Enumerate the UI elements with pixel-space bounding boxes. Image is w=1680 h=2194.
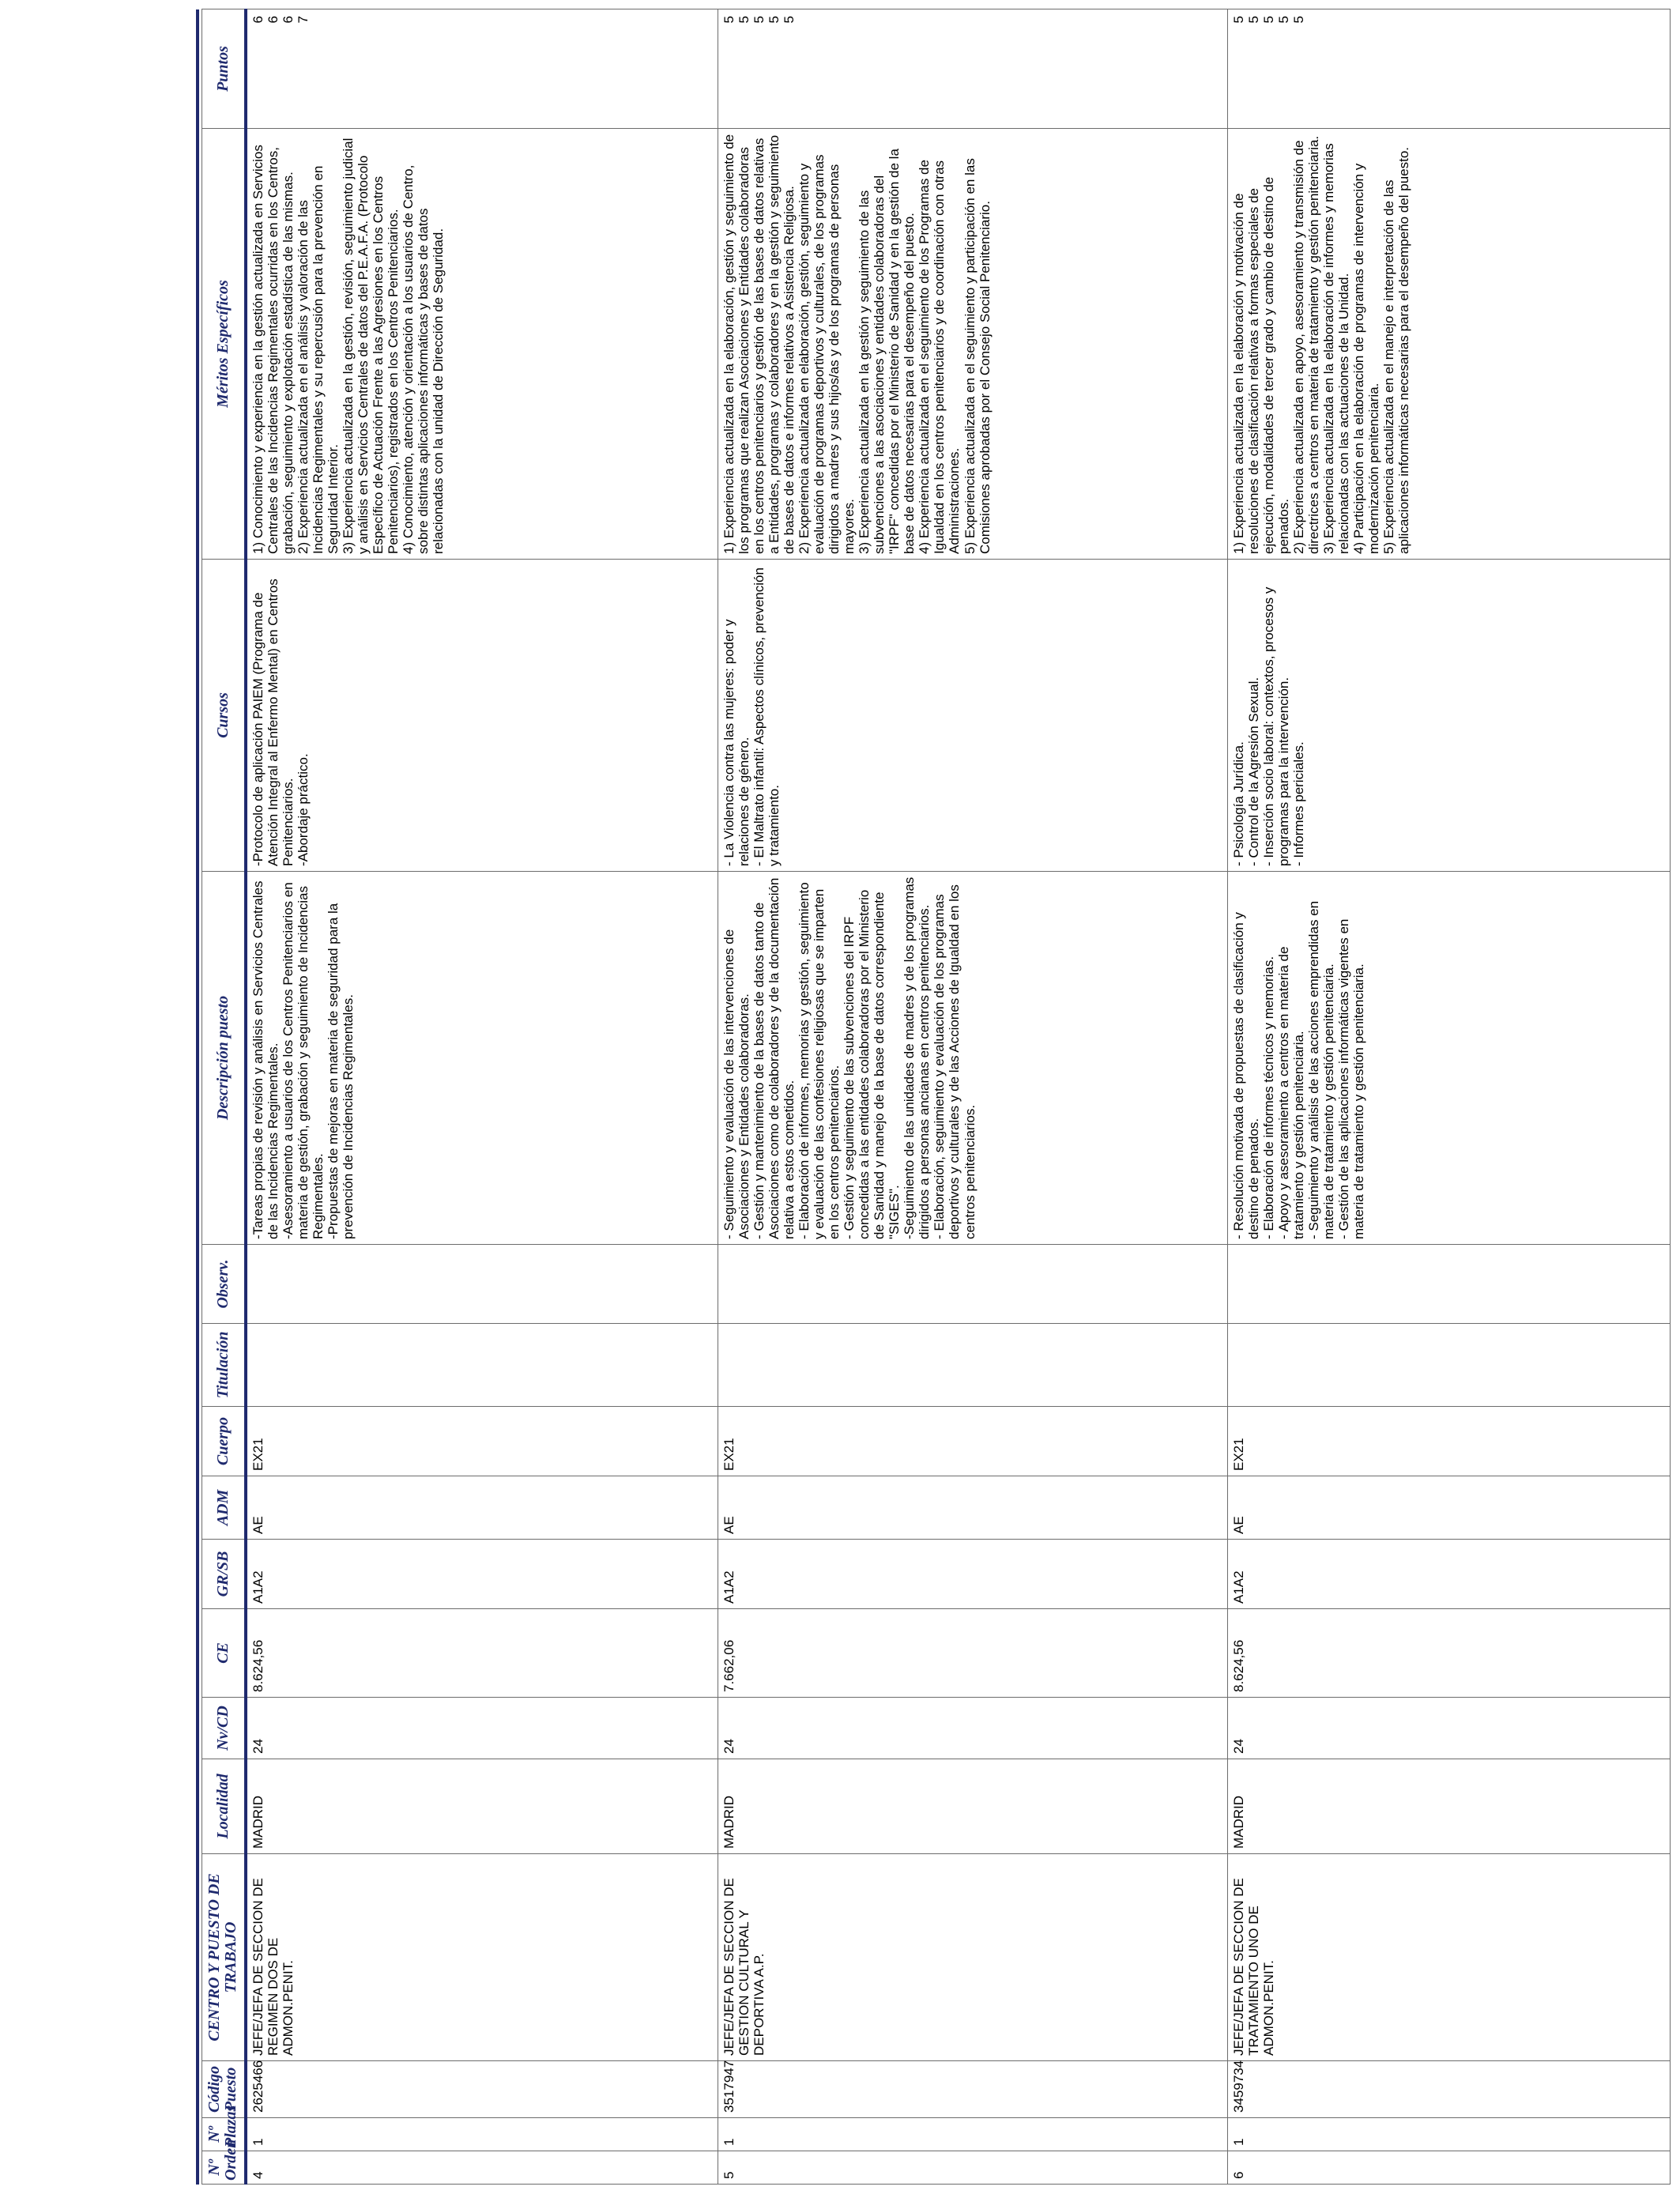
cell-ce: 7.662,06: [718, 1609, 1228, 1698]
cell-cursos: - La Violencia contra las mujeres: poder y relaciones de género. - El Maltrato infantil: Aspectos clínicos, prevención y tratamiento.: [718, 560, 1228, 872]
cell-observ: [246, 1245, 718, 1324]
puntos-value: 5: [736, 16, 752, 24]
cell-puntos: [718, 9, 1228, 129]
puntos-value: 7: [295, 16, 311, 24]
cell-centro: JEFE/JEFA DE SECCION DE TRATAMIENTO UNO DE ADMON.PENIT.: [1228, 1854, 1671, 2061]
puntos-value: 5: [1276, 16, 1292, 24]
cell-titulacion: [1228, 1324, 1671, 1407]
cell-descripcion: -Tareas propias de revisión y análisis en Servicios Centrales de las Incidencias Regimentales. -Asesoramiento a usuarios de los Centros Penitenciarios en materia de gestión, grabación y seguimiento de Incidencias Regimentales. -Propuestas de mejoras en materia de seguridad para la prevención de Incidencias Regimentales.: [246, 872, 718, 1245]
vacancy-table: [202, 9, 1671, 2185]
cell-cursos: -Protocolo de aplicación PAIEM (Programa de Atención Integral al Enfermo Mental) en Centros Penitenciarios. -Abordaje práctico.: [246, 560, 718, 872]
cell-meritos: 1) Conocimiento y experiencia en la gestión actualizada en Servicios Centrales de las Incidencias Regimentales ocurridas en los Centros, grabación, seguimiento y explotación estadística de las mismas. 2) Experiencia actualizada en el análisis y valoración de las Incidencias Regimentales y su repercusión para la prevención en Seguridad Interior. 3) Experiencia actualizada en la gestión, revisión, seguimiento judicial y análisis en Servicios Centrales de datos del P.E.A.F.A. (Protocolo Específico de Actuación Frente a las Agresiones en los Centros Penitenciarios), registrados en los Centros Penitenciarios. 4) Conocimiento, atención y orientación a los usuarios de Centro, sobre distintas aplicaciones informáticas y bases de datos relacionadas con la unidad de Dirección de Seguridad.: [246, 129, 718, 560]
header-titulacion: Titulación: [202, 1324, 246, 1407]
cell-orden: 6: [1228, 2151, 1671, 2185]
cell-cuerpo: EX21: [718, 1407, 1228, 1476]
puntos-value: 6: [280, 16, 296, 24]
cell-meritos: 1) Experiencia actualizada en la elaboración y motivación de resoluciones de clasificación relativas a formas especiales de ejecución, modalidades de tercer grado y cambio de destino de penados. 2) Experiencia actualizada en apoyo, asesoramiento y transmisión de directrices a centros en materia de tratamiento y gestión penitenciaria. 3) Experiencia actualizada en la elaboración de informes y memorias relacionadas con las actuaciones de la Unidad. 4) Participación en la elaboración de programas de intervención y modernización penitenciaria. 5) Experiencia actualizada en el manejo e interpretación de las aplicaciones informáticas necesarias para el desempeño del puesto.: [1228, 129, 1671, 560]
puntos-value: 6: [265, 16, 281, 24]
cell-plazas: 1: [1228, 2118, 1671, 2151]
cell-codigo: 2625466: [246, 2061, 718, 2118]
cell-puntos: [1228, 9, 1671, 129]
cell-codigo: 3517947: [718, 2061, 1228, 2118]
cell-cursos: - Psicología Jurídica. - Control de la Agresión Sexual. - Inserción socio laboral: contextos, procesos y programas para la intervención. - Informes periciales.: [1228, 560, 1671, 872]
cell-nivel: 24: [718, 1698, 1228, 1759]
cell-orden: 5: [718, 2151, 1228, 2185]
header-orden: Nº Orden: [202, 2151, 246, 2185]
table-row: [718, 9, 1228, 2185]
cell-nivel: 24: [1228, 1698, 1671, 1759]
cell-ce: 8.624,56: [246, 1609, 718, 1698]
puntos-value: 5: [782, 16, 797, 24]
cell-observ: [1228, 1245, 1671, 1324]
puntos-value: 5: [1246, 16, 1262, 24]
header-cuerpo: Cuerpo: [202, 1407, 246, 1476]
header-codigo: Código Puesto: [202, 2061, 246, 2118]
puntos-value: 5: [1231, 16, 1246, 24]
header-nivel: Nv/CD: [202, 1698, 246, 1759]
cell-observ: [718, 1245, 1228, 1324]
table-row: [1228, 9, 1671, 2185]
cell-centro: JEFE/JEFA DE SECCION DE REGIMEN DOS DE ADMON.PENIT.: [246, 1854, 718, 2061]
cell-localidad: MADRID: [718, 1759, 1228, 1854]
header-cursos: Cursos: [202, 560, 246, 872]
cell-localidad: MADRID: [1228, 1759, 1671, 1854]
header-observ: Observ.: [202, 1245, 246, 1324]
table-row: [246, 9, 718, 2185]
cell-nivel: 24: [246, 1698, 718, 1759]
header-plazas: Nº Plazas: [202, 2118, 246, 2151]
cell-adm: AE: [718, 1476, 1228, 1540]
cell-codigo: 3459734: [1228, 2061, 1671, 2118]
puntos-value: 5: [1261, 16, 1277, 24]
puntos-value: 5: [751, 16, 767, 24]
cell-descripcion: - Resolución motivada de propuestas de clasificación y destino de penados. - Elaboración de informes técnicos y memorias. - Apoyo y asesoramiento a centros en materia de tratamiento y gestión penitenciaria. - Seguimiento y análisis de las acciones emprendidas en materia de tratamiento y gestión penitenciaria. - Gestión de las aplicaciones informáticas vigentes en materia de tratamiento y gestión penitenciaria.: [1228, 872, 1671, 1245]
header-meritos: Méritos Específicos: [202, 129, 246, 560]
cell-meritos: 1) Experiencia actualizada en la elaboración, gestión y seguimiento de los programas que realizan Asociaciones y Entidades colaboradoras en los centros penitenciarios y gestión de las bases de datos relativas a Entidades, programas y colaboradores y en la gestión y seguimiento de bases de datos e informes relativos a Asistencia Religiosa. 2) Experiencia actualizada en elaboración, gestión, seguimiento y evaluación de programas deportivos y culturales, de los programas dirigidos a madres y sus hijos/as y de los programas de personas mayores. 3) Experiencia actualizada en la gestión y seguimiento de las subvenciones a las asociaciones y entidades colaboradoras del "IRPF" concedidas por el Ministerio de Sanidad y en la gestión de la base de datos necesarias para el desempeño del puesto. 4) Experiencia actualizada en el seguimiento de los Programas de Igualdad en los centros penitenciarios y de coordinación con otras Administraciones. 5) Experiencia actualizada en el seguimiento y participación en las Comisiones aprobadas por el Consejo Social Penitenciario.: [718, 129, 1228, 560]
header-rule: [196, 9, 199, 2185]
cell-ce: 8.624,56: [1228, 1609, 1671, 1698]
cell-plazas: 1: [246, 2118, 718, 2151]
header-descripcion: Descripción puesto: [202, 872, 246, 1245]
header-adm: ADM: [202, 1476, 246, 1540]
cell-grsb: A1A2: [718, 1540, 1228, 1609]
cell-titulacion: [246, 1324, 718, 1407]
cell-descripcion: - Seguimiento y evaluación de las intervenciones de Asociaciones y Entidades colaboradoras. - Gestión y mantenimiento de la bases de datos tanto de Asociaciones como de colaboradores y de la documentación relativa a estos cometidos. - Elaboración de informes, memorias y gestión, seguimiento y evaluación de las confesiones religiosas que se imparten en los centros penitenciarios. - Gestión y seguimiento de las subvenciones del IRPF concedidas a las entidades colaboradoras por el Ministerio de Sanidad y manejo de la base de datos correspondiente "SIGES". -Seguimiento de las unidades de madres y de los programas dirigidos a personas ancianas en centros penitenciarios. - Elaboración, seguimiento y evaluación de los programas deportivos y culturales y de las Acciones de Igualdad en los centros penitenciarios.: [718, 872, 1228, 1245]
header-ce: CE: [202, 1609, 246, 1698]
cell-centro: JEFE/JEFA DE SECCION DE GESTION CULTURAL Y DEPORTIVA A.P.: [718, 1854, 1228, 2061]
puntos-value: 5: [767, 16, 782, 24]
puntos-value: 5: [1291, 16, 1307, 24]
cell-puntos: [246, 9, 718, 129]
header-localidad: Localidad: [202, 1759, 246, 1854]
cell-adm: AE: [1228, 1476, 1671, 1540]
cell-cuerpo: EX21: [246, 1407, 718, 1476]
header-centro: CENTRO Y PUESTO DE TRABAJO: [202, 1854, 246, 2061]
header-row: [202, 9, 246, 2185]
cell-plazas: 1: [718, 2118, 1228, 2151]
header-grsb: GR/SB: [202, 1540, 246, 1609]
cell-orden: 4: [246, 2151, 718, 2185]
puntos-value: 6: [250, 16, 266, 24]
cell-grsb: A1A2: [246, 1540, 718, 1609]
header-puntos: Puntos: [202, 9, 246, 129]
puntos-value: 5: [721, 16, 736, 24]
cell-cuerpo: EX21: [1228, 1407, 1671, 1476]
cell-adm: AE: [246, 1476, 718, 1540]
cell-localidad: MADRID: [246, 1759, 718, 1854]
cell-grsb: A1A2: [1228, 1540, 1671, 1609]
cell-titulacion: [718, 1324, 1228, 1407]
